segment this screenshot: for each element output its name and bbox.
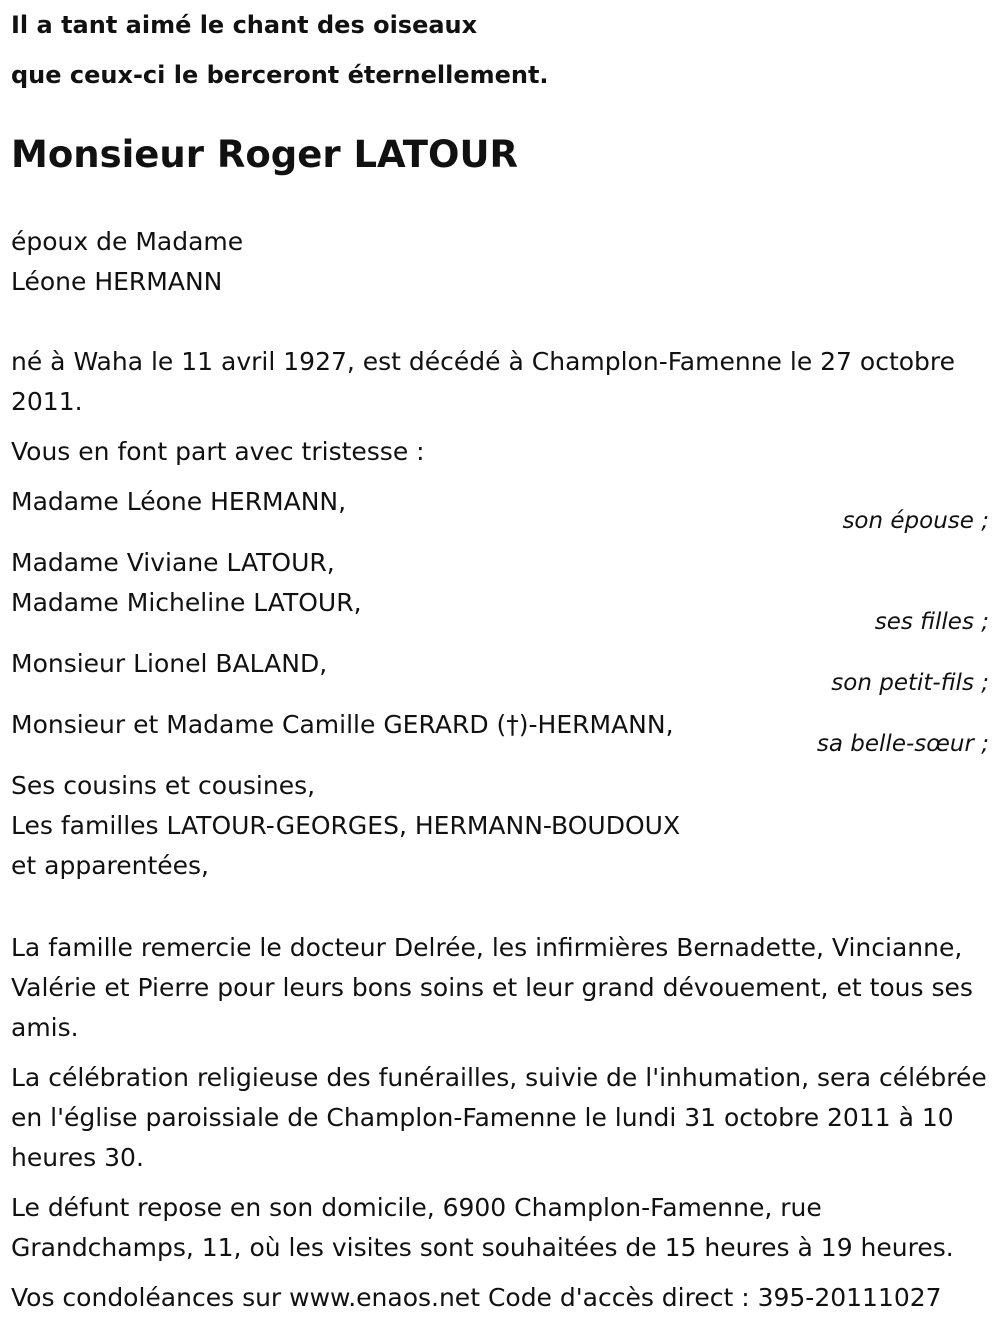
other-relatives-line-1: Ses cousins et cousines, <box>11 771 316 800</box>
family-entry-daughters <box>11 543 991 634</box>
announcement-intro-text: Vous en font part avec tristesse : <box>11 437 425 466</box>
family-relation: ses filles ; <box>874 609 989 635</box>
repose-text: Le défunt repose en son domicile, 6900 Champlon-Famenne, rue Grandchamps, 11, où les visites sont souhaitées de 15 heures à 19 heures. <box>11 1193 954 1262</box>
spouse-line-2: Léone HERMANN <box>11 267 223 296</box>
repose-paragraph <box>11 1188 991 1268</box>
epigraph-line-1: Il a tant aimé le chant des oiseaux <box>11 11 478 39</box>
thanks-text: La famille remercie le docteur Delrée, les infirmières Bernadette, Vincianne, Valérie et Pierre pour leurs bons soins et leur grand dévouement, et tous ses amis. <box>11 933 973 1042</box>
family-entry-sister-in-law <box>11 705 991 756</box>
condolences-text: Vos condoléances sur www.enaos.net Code d'accès direct : 395-20111027 <box>11 1283 942 1312</box>
other-relatives-line-2: Les familles LATOUR-GEORGES, HERMANN-BOUDOUX <box>11 811 681 840</box>
family-member-name: Madame Léone HERMANN, <box>11 487 347 516</box>
family-member-name: Monsieur et Madame Camille GERARD (†)-HERMANN, <box>11 710 674 739</box>
other-relatives <box>11 766 991 886</box>
thanks-paragraph <box>11 928 991 1048</box>
family-member-name: Madame Micheline LATOUR, <box>11 588 362 617</box>
family-member-name: Monsieur Lionel BALAND, <box>11 649 328 678</box>
epigraph-line-2: que ceux-ci le berceront éternellement. <box>11 61 549 89</box>
deceased-name: Monsieur Roger LATOUR <box>11 133 519 176</box>
spouse-info <box>11 222 991 302</box>
family-entry-grandson <box>11 644 991 695</box>
announcement-intro <box>11 432 991 472</box>
family-entry-spouse <box>11 482 991 533</box>
condolences-paragraph <box>11 1278 991 1318</box>
epigraph <box>11 0 991 100</box>
birth-death-info <box>11 342 991 422</box>
family-relation: son petit-fils ; <box>831 670 989 696</box>
birth-death-text: né à Waha le 11 avril 1927, est décédé à Champlon-Famenne le 27 octobre 2011. <box>11 347 956 416</box>
other-relatives-line-3: et apparentées, <box>11 851 209 880</box>
ceremony-text: La célébration religieuse des funérailles, suivie de l'inhumation, sera célébrée en l'église paroissiale de Champlon-Famenne le lundi 31 octobre 2011 à 10 heures 30. <box>11 1063 987 1172</box>
spouse-line-1: époux de Madame <box>11 227 244 256</box>
family-member-name: Madame Viviane LATOUR, <box>11 548 335 577</box>
family-relation: son épouse ; <box>842 508 989 534</box>
family-relation: sa belle-sœur ; <box>816 731 989 757</box>
ceremony-paragraph <box>11 1058 991 1178</box>
obituary-page <box>11 0 991 1318</box>
